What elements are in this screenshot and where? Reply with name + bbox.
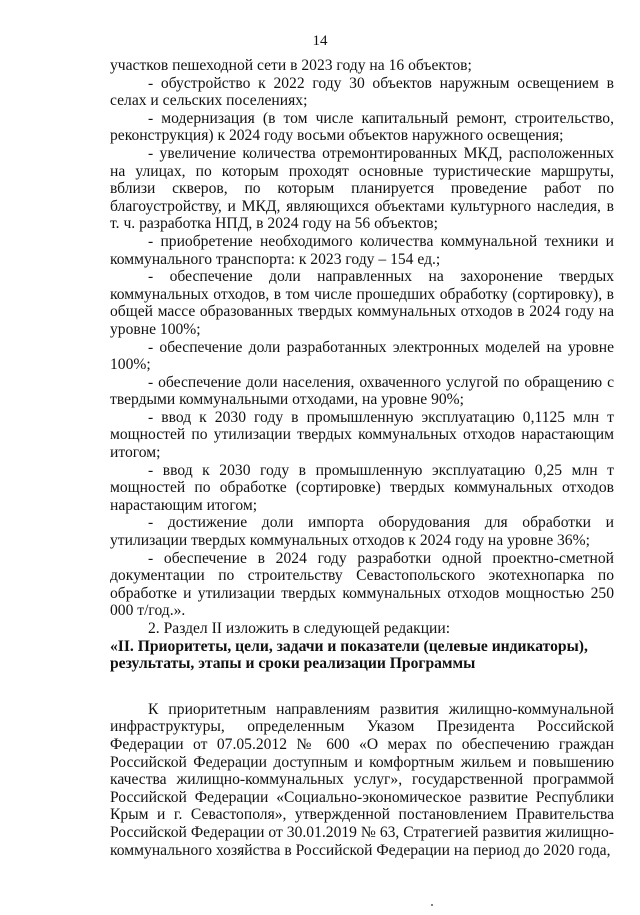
section-heading-line-1: «II. Приоритеты, цели, задачи и показатели (целевые индикаторы),	[110, 637, 588, 655]
list-item-lighting-modernization: - модернизация (в том числе капитальный ремонт, строительство, реконструкция) к 2024 году восьми объектов наружного освещения;	[110, 109, 614, 145]
list-item-import-share: - достижение доли импорта оборудования для обработки и утилизации твердых коммунальных отходов к 2024 году на уровне 36%;	[110, 514, 614, 550]
paragraph-continuation: участков пешеходной сети в 2023 году на 16 объектов;	[110, 57, 472, 74]
list-item-mkd-repair: - увеличение количества отремонтированных МКД, расположенных на улицах, по которым проходят основные туристические маршруты, вблизи скверов, по которым планируется проведение работ по благоустройству, и МКД, являющихся объектами культурного наследия, в т. ч. разработка НПД, в 2024 году на 56 объектов;	[110, 144, 614, 233]
list-item-population-coverage: - обеспечение доли населения, охваченного услугой по обращению с твердыми коммунальными отходами, на уровне 90%;	[110, 373, 614, 409]
paragraph-section-instruction: 2. Раздел II изложить в следующей редакции:	[148, 620, 451, 637]
section-heading-line-2: результаты, этапы и сроки реализации Программы	[110, 655, 476, 673]
list-item-ecotechnopark: - обеспечение в 2024 году разработки одной проектно-сметной документации по строительству Севастопольского экотехнопарка по обработке и утилизации твердых коммунальных отходов мощностью 250 000 т/год.».	[110, 549, 614, 620]
section-body-paragraph: К приоритетным направлениям развития жилищно-коммунальной инфраструктуры, определенным Указом Президента Российской Федерации от 07.05.2012 № 600 «О мерах по обеспечению граждан Российской Федерации доступным и комфортным жильем и повышению качества жилищно-коммунальных услуг», государственной программой Российской Федерации «Социально-экономическое развитие Республики Крым и г. Севастополя», утвержденной постановлением Правительства Российской Федерации от 30.01.2019 № 63, Стратегией развития жилищно-коммунального хозяйства в Российской Федерации на период до 2020 года,	[110, 700, 614, 859]
list-item-sorting-capacity: - ввод к 2030 году в промышленную эксплуатацию 0,25 млн т мощностей по обработке (сортировке) твердых коммунальных отходов нарастающим итогом;	[110, 461, 614, 514]
document-body	[110, 57, 614, 859]
list-item-lighting-villages: - обустройство к 2022 году 30 объектов наружным освещением в селах и сельских поселениях;	[110, 74, 614, 110]
list-item-electronic-models: - обеспечение доли разработанных электронных моделей на уровне 100%;	[110, 338, 614, 374]
list-item-communal-vehicles: - приобретение необходимого количества коммунальной техники и коммунального транспорта: к 2023 году – 154 ед.;	[110, 232, 614, 268]
list-item-utilization-capacity: - ввод к 2030 году в промышленную эксплуатацию 0,1125 млн т мощностей по утилизации твердых коммунальных отходов нарастающим итогом;	[110, 408, 614, 462]
page-number: 14	[312, 33, 328, 49]
scan-mark	[431, 904, 433, 906]
list-item-waste-burial: - обеспечение доли направленных на захоронение твердых коммунальных отходов, в том числе прошедших обработку (сортировку), в общей массе образованных твердых коммунальных отходов в 2024 году на уровне 100%;	[110, 268, 614, 338]
section-spacer	[110, 673, 614, 701]
